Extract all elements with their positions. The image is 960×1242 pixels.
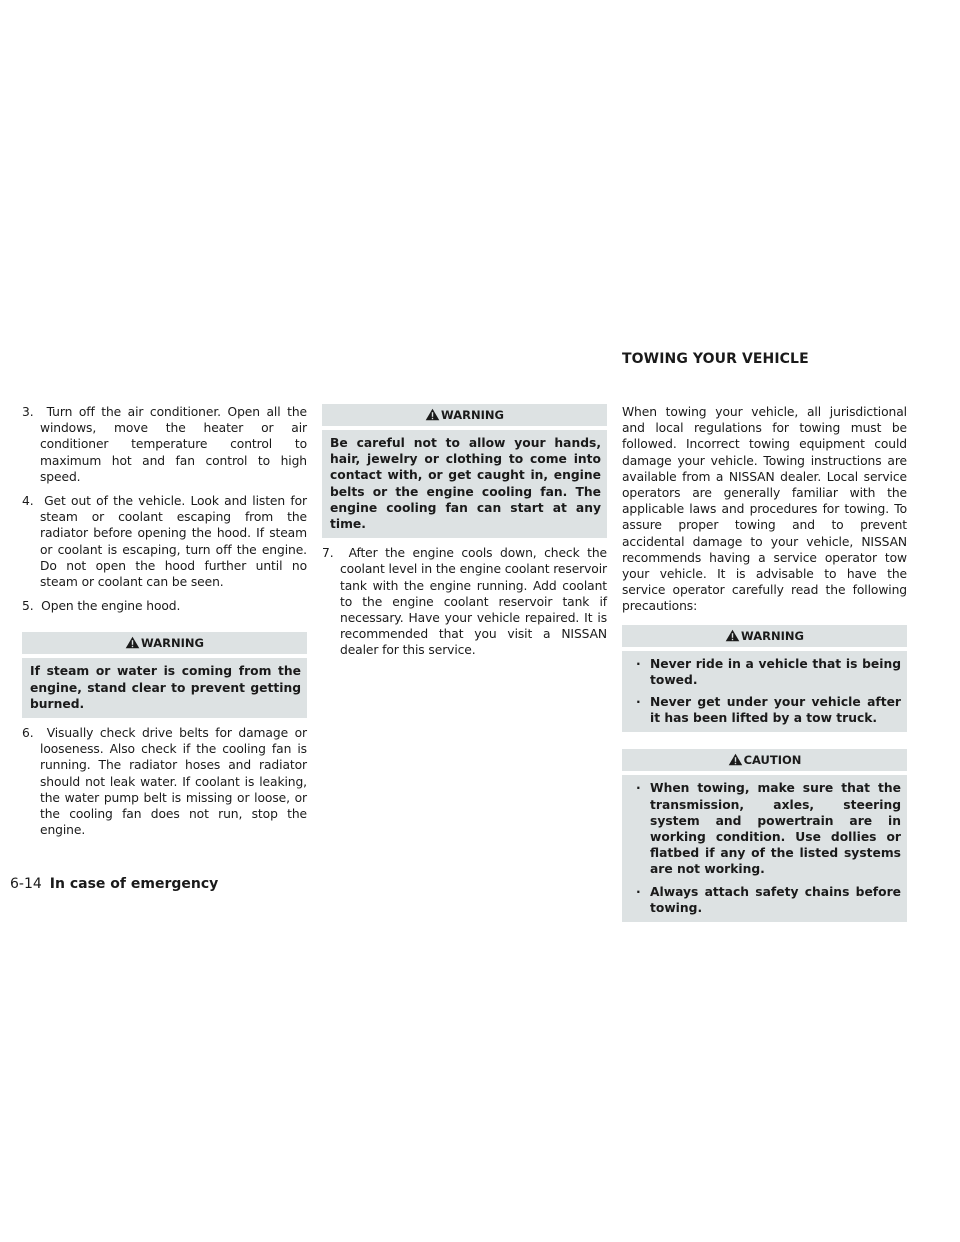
warning-triangle-icon [725, 629, 740, 642]
warning-header: WARNING [22, 632, 307, 654]
caution-box-towing [622, 749, 907, 922]
column-left [22, 404, 307, 846]
caution-bullet: · Always attach safety chains before towing. [636, 884, 901, 915]
section-title: TOWING YOUR VEHICLE [622, 351, 809, 367]
warning-header: WARNING [622, 625, 907, 647]
step-6: 6. Visually check drive belts for damage or looseness. Also check if the cooling fan is running. The radiator hoses and radiator should not leak water. If coolant is leaking, the water pump belt is missing or loose, or the cooling fan does not run, stop the engine. [22, 726, 307, 838]
column-right [622, 404, 907, 929]
warning-triangle-icon [425, 408, 440, 421]
warning-text: Be careful not to allow your hands, hair, jewelry or clothing to come into contact with, or get caught in, engine belts or the engine cooling fan. The engine cooling fan can start at any time. [330, 436, 601, 532]
warning-bullet: · Never ride in a vehicle that is being towed. [636, 656, 901, 687]
chapter-title: In case of emergency [49, 876, 219, 892]
step-4: 4. Get out of the vehicle. Look and listen for steam or coolant escaping from the radiator before opening the hood. If steam or coolant is escaping, turn off the engine. Do not open the hood further until no steam or coolant can be seen. [22, 494, 307, 590]
warning-bullet: · Never get under your vehicle after it has been lifted by a tow truck. [636, 695, 901, 726]
caution-bullet: · When towing, make sure that the transmission, axles, steering system and powertrain are in working condition. Use dollies or flatbed if any of the listed systems are not working. [636, 781, 901, 877]
warning-box-towing [622, 625, 907, 733]
warning-box-steam [22, 632, 307, 718]
step-5: 5. Open the engine hood. [22, 599, 181, 614]
warning-triangle-icon [728, 753, 743, 766]
warning-header: WARNING [322, 404, 607, 426]
page-footer [10, 876, 218, 892]
caution-header: CAUTION [622, 749, 907, 771]
step-3: 3. Turn off the air conditioner. Open all the windows, move the heater or air conditioner temperature control to maximum hot and fan control to high speed. [22, 405, 307, 484]
towing-intro: When towing your vehicle, all jurisdictional and local regulations for towing must be followed. Incorrect towing equipment could damage your vehicle. Towing instructions are available from a NISSAN dealer. Local service operators are generally familiar with the applicable laws and procedures for towing. To assure proper towing and to prevent accidental damage to your vehicle, NISSAN recommends having a service operator tow your vehicle. It is advisable to have the service operator carefully read the following precautions: [622, 405, 907, 614]
column-middle [322, 404, 607, 667]
step-7: 7. After the engine cools down, check the coolant level in the engine coolant reservoir tank with the engine running. Add coolant to the engine coolant reservoir tank if necessary. Have your vehicle repaired. It is recommended that you visit a NISSAN dealer for this service. [322, 546, 607, 658]
warning-box-fan [322, 404, 607, 538]
page-number: 6-14 [10, 876, 42, 892]
warning-text: If steam or water is coming from the engine, stand clear to prevent getting burned. [30, 664, 301, 711]
warning-triangle-icon [125, 636, 140, 649]
